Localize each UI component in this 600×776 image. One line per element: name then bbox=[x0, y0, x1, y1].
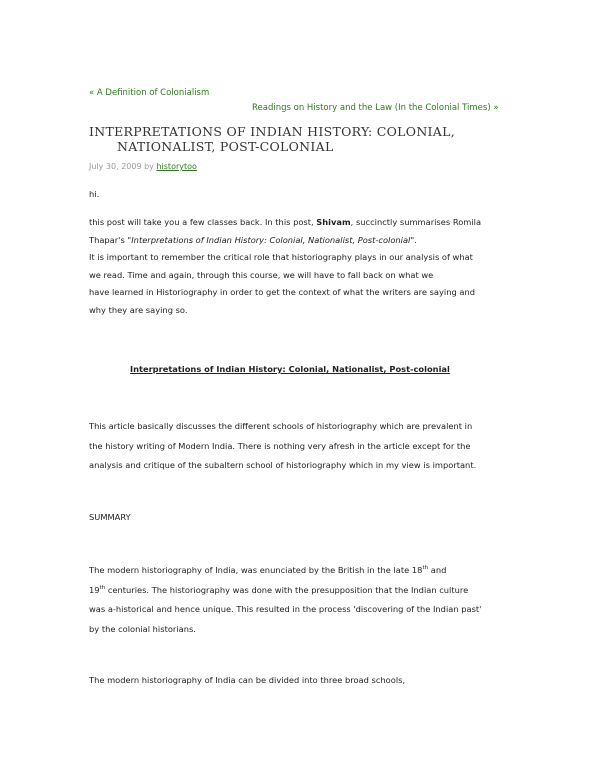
modern-line-3: was a-historical and hence unique. This resulted in the process 'discovering of the Indian past' bbox=[89, 604, 482, 614]
article-line-3: analysis and critique of the subaltern school of historiography which in my view is important. bbox=[89, 460, 477, 470]
author-name-shivam: Shivam bbox=[316, 217, 351, 227]
intro-line-1-text-a: this post will take you a few classes back. In this post, bbox=[89, 217, 317, 227]
intro-line-2-text-b: . bbox=[414, 234, 417, 245]
post-title-line2: NATIONALIST, POST-COLONIAL bbox=[117, 139, 334, 154]
intro-line-1 bbox=[89, 214, 519, 232]
article-paragraph bbox=[89, 417, 519, 476]
post-author-link[interactable]: historytoo bbox=[156, 162, 197, 171]
next-post-link[interactable] bbox=[252, 103, 499, 113]
post-date: July 30, 2009 by bbox=[89, 162, 154, 171]
previous-post-link-text[interactable]: « A Definition of Colonialism bbox=[89, 88, 210, 98]
post-title-line1: INTERPRETATIONS OF INDIAN HISTORY: COLONIAL, bbox=[89, 124, 456, 139]
article-line-1: This article basically discusses the different schools of historiography which are prevalent in bbox=[89, 421, 473, 431]
modern-historiography-paragraph bbox=[89, 561, 519, 639]
modern-line-2-text-b: centuries. The historiography was done with the presupposition that the Indian culture bbox=[105, 584, 469, 595]
modern-line-1-text-b: and bbox=[428, 565, 447, 575]
modern-line-1-text-a: The modern historiography of India, was enunciated by the British in the late 18 bbox=[89, 565, 423, 575]
intro-line-2 bbox=[89, 232, 519, 250]
modern-line-2-sup: th bbox=[99, 584, 106, 591]
intro-line-1-text-b: , succinctly summarises Romila bbox=[350, 217, 482, 227]
summary-heading: SUMMARY bbox=[89, 512, 131, 522]
post-title bbox=[89, 124, 529, 154]
intro-line-6: why they are saying so. bbox=[89, 304, 188, 315]
next-post-link-text[interactable]: Readings on History and the Law (In the Colonial Times) » bbox=[252, 103, 499, 113]
modern-line-1-sup: th bbox=[422, 565, 429, 572]
previous-post-link[interactable] bbox=[89, 88, 209, 98]
intro-line-2-text-a: Thapar's " bbox=[89, 234, 132, 245]
modern-line-1 bbox=[89, 561, 519, 581]
article-subheading: Interpretations of Indian History: Colonial, Nationalist, Post-colonial bbox=[130, 364, 450, 374]
article-line-2: the history writing of Modern India. There is nothing very afresh in the article except for the bbox=[89, 440, 471, 451]
intro-line-5: have learned in Historiography in order to get the context of what the writers are saying and bbox=[89, 287, 475, 297]
intro-line-3: It is important to remember the critical role that historiography plays in our analysis of what bbox=[89, 252, 473, 262]
article-title-italic: Interpretations of Indian History: Colonial, Nationalist, Post-colonial" bbox=[131, 234, 415, 245]
modern-line-2-text-a: 19 bbox=[89, 584, 100, 595]
intro-paragraph bbox=[89, 214, 519, 319]
modern-line-4: by the colonial historians. bbox=[89, 623, 196, 634]
intro-line-4: we read. Time and again, through this course, we will have to fall back on what we bbox=[89, 269, 434, 280]
modern-line-2 bbox=[89, 581, 519, 601]
post-meta bbox=[89, 162, 197, 171]
broad-schools-paragraph: The modern historiography of India can be divided into three broad schools, bbox=[89, 675, 406, 685]
greeting-paragraph: hi. bbox=[89, 189, 100, 199]
